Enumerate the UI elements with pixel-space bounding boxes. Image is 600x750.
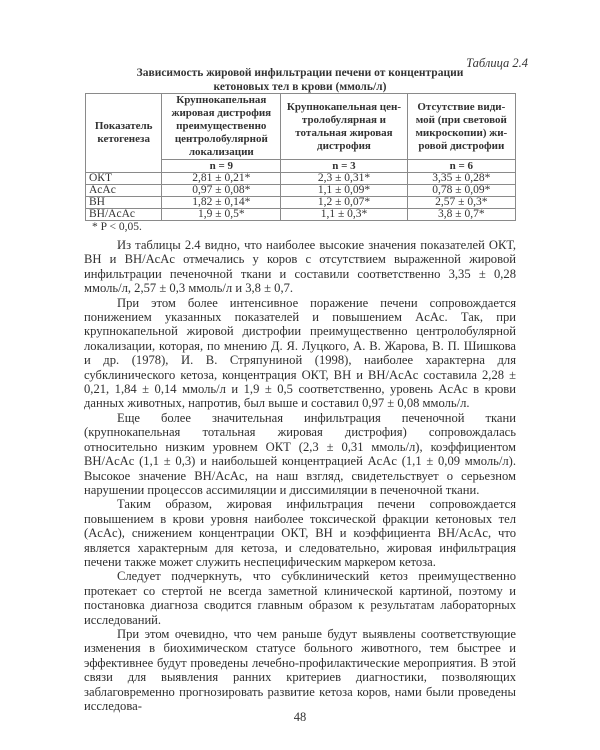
body-text <box>84 238 516 713</box>
row-label: AcAc <box>86 185 162 197</box>
n-group-2: n = 3 <box>281 160 407 173</box>
table-footnote: * P < 0,05. <box>92 221 142 233</box>
paragraph: Из таблицы 2.4 видно, что наиболее высокие значения показателей ОКТ, ВН и ВН/AcAc отмечались у коров с отсутствием выраженной жировой инфильтрации печеночной ткани и составили соответственно 3,35 ± 0,28 ммоль/л, 2,57 ± 0,3 ммоль/л и 3,8 ± 0,7. <box>84 238 516 296</box>
n-group-3: n = 6 <box>407 160 515 173</box>
header-group-3: Отсутствие види-мой (при световой микроскопии) жи-ровой дистрофии <box>407 94 515 160</box>
cell-value: 2,57 ± 0,3* <box>407 197 515 209</box>
cell-value: 1,1 ± 0,3* <box>281 209 407 221</box>
table-row <box>86 209 516 221</box>
cell-value: 1,2 ± 0,07* <box>281 197 407 209</box>
n-group-1: n = 9 <box>162 160 281 173</box>
table-title <box>0 66 600 94</box>
cell-value: 3,8 ± 0,7* <box>407 209 515 221</box>
table-row <box>86 197 516 209</box>
paragraph: Еще более значительная инфильтрация печеночной ткани (крупнокапельная тотальная жировая дистрофия) сопровождалась относительно низким уровнем ОКТ (2,3 ± 0,31 ммоль/л), коэффициентом ВН/AcAc (1,1 ± 0,3) и наибольшей концентрацией AcAc (1,1 ± 0,09 ммоль/л). Высокое значение ВН/AcAc, на наш взгляд, свидетельствует о серьезном нарушении процессов ассимиляции и диссимиляции в печеночной ткани. <box>84 410 516 497</box>
cell-value: 1,1 ± 0,09* <box>281 185 407 197</box>
table-row <box>86 185 516 197</box>
table-title-line-2: кетоновых тел в крови (ммоль/л) <box>213 81 387 93</box>
page-number: 48 <box>293 710 307 724</box>
header-group-2: Крупнокапельная цен-тролобулярная и тотальная жировая дистрофия <box>281 94 407 160</box>
cell-value: 2,3 ± 0,31* <box>281 173 407 185</box>
table-title-line-1: Зависимость жировой инфильтрации печени от концентрации <box>136 67 464 79</box>
header-indicator: Показатель кетогенеза <box>86 94 162 173</box>
ketogenesis-table <box>85 93 516 221</box>
paragraph: При этом очевидно, что чем раньше будут выявлены соответствующие изменения в биохимическом статусе больного животного, тем быстрее и эффективнее будут проведены лечебно-профилактические мероприятия. В этой связи для выявления ранних критериев диагностики, позволяющих заблаговременно прогнозировать развитие кетоза коров, нами были проведены исследова- <box>84 626 516 713</box>
table-number-label: Таблица 2.4 <box>466 56 528 70</box>
cell-value: 0,78 ± 0,09* <box>407 185 515 197</box>
row-label: BH/AcAc <box>86 209 162 221</box>
table-header-row <box>86 94 516 160</box>
paragraph: При этом более интенсивное поражение печени сопровождается понижением указанных показателей и повышением AcAc. Так, при крупнокапельной жировой дистрофии преимущественно центролобулярной локализации, которая, по мнению Д. Я. Луцкого, А. В. Жарова, В. П. Шишкова и др. (1978), И. В. Стряпуниной (1998), наиболее характерна для субклинического кетоза, концентрация ОКТ, ВН и ВН/AcAc составила 2,28 ± 0,21, 1,84 ± 0,14 ммоль/л и 1,9 ± 0,5 соответственно, уровень AcAc в крови данных животных, напротив, был выше и составил 0,97 ± 0,08 ммоль/л. <box>84 295 516 411</box>
row-label: ОКТ <box>86 173 162 185</box>
cell-value: 3,35 ± 0,28* <box>407 173 515 185</box>
paragraph: Следует подчеркнуть, что субклинический кетоз преимущественно протекает со стертой не всегда заметной клинической картиной, поэтому и постановка диагноза сводится главным образом к результатам лабораторных исследований. <box>84 569 516 627</box>
cell-value: 1,9 ± 0,5* <box>162 209 281 221</box>
cell-value: 2,81 ± 0,21* <box>162 173 281 185</box>
cell-value: 1,82 ± 0,14* <box>162 197 281 209</box>
row-label: BH <box>86 197 162 209</box>
header-group-1: Крупнокапельная жировая дистрофия преимущественно центролобулярной локализации <box>162 94 281 160</box>
paragraph: Таким образом, жировая инфильтрация печени сопровождается повышением в крови уровня наиболее токсической фракции кетоновых тел (AcAc), снижением концентрации ОКТ, ВН и коэффициента ВН/AcAc, что является характерным для кетоза, и следовательно, жировая инфильтрация печени также может служить неспецифическим маркером кетоза. <box>84 497 516 569</box>
table-row <box>86 173 516 185</box>
cell-value: 0,97 ± 0,08* <box>162 185 281 197</box>
